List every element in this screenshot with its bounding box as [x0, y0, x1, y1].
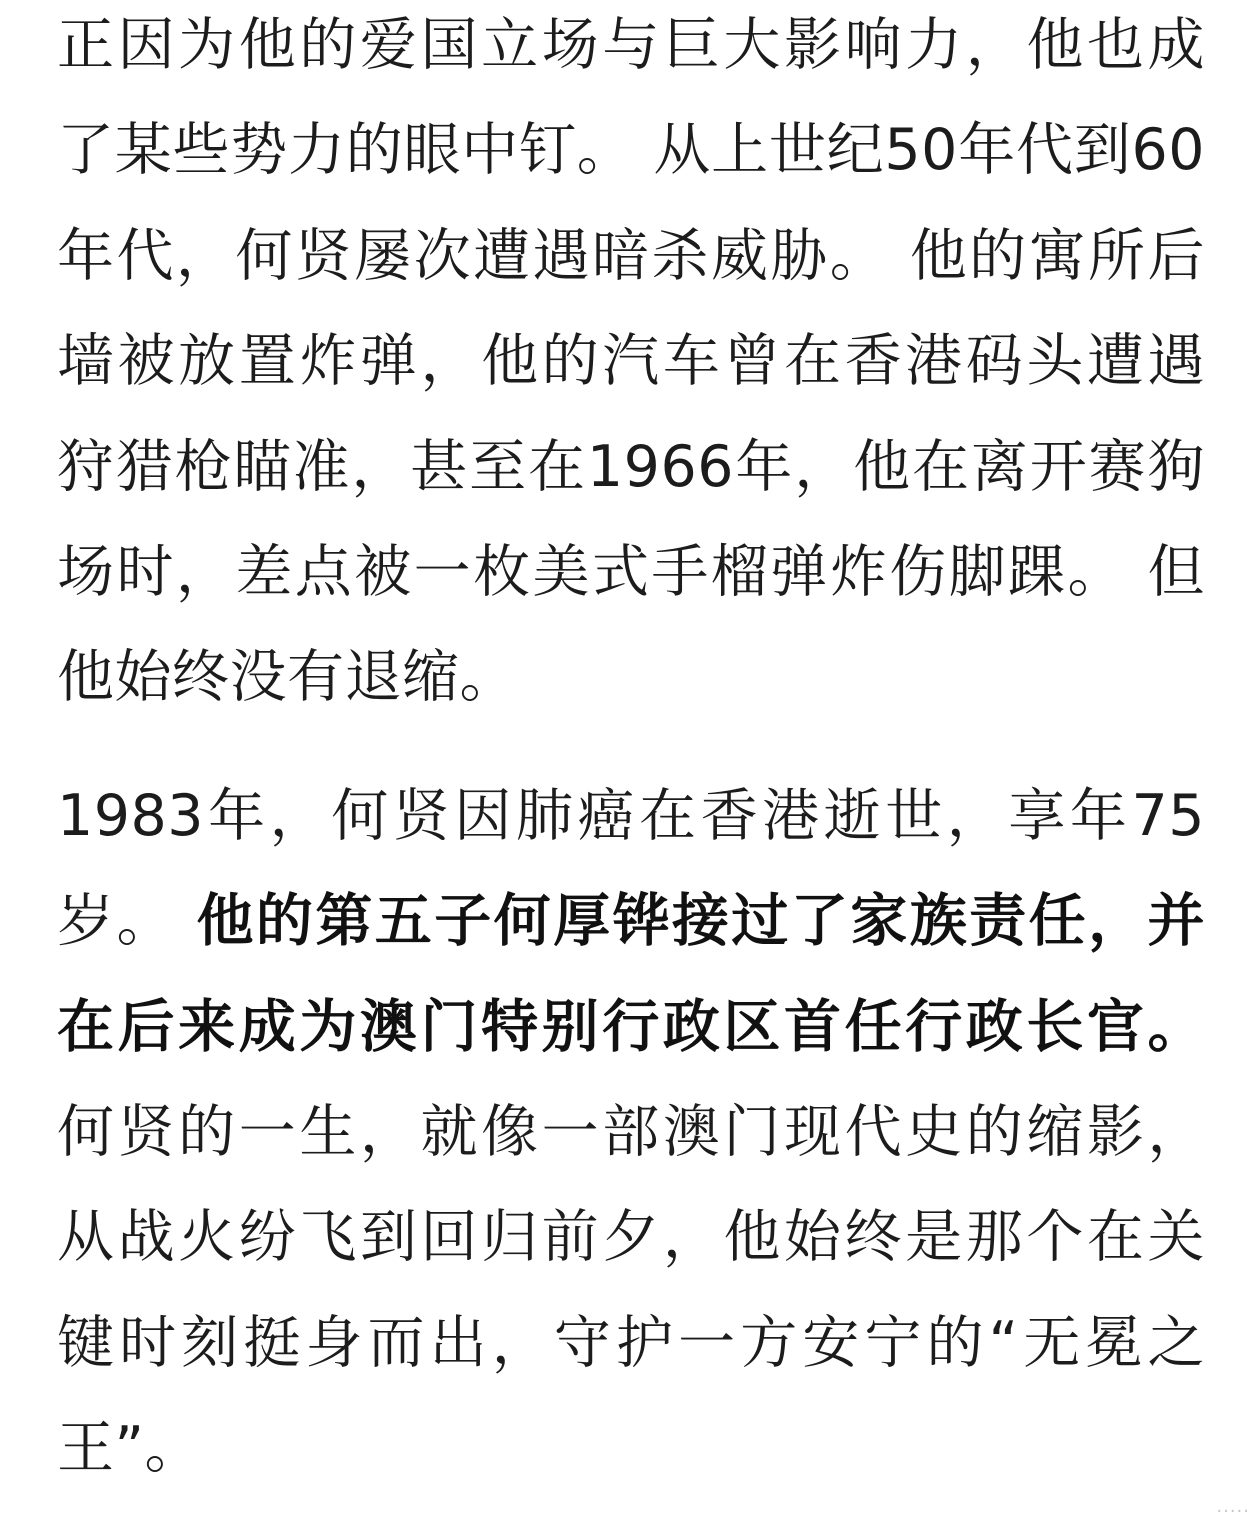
article-body	[57, 0, 1205, 1502]
paragraph-legacy	[57, 764, 1205, 1502]
paragraph-legacy-bold-highlight: 他的第五子何厚铧接过了家族责任，并在后来成为澳门特别行政区首任行政长官。	[57, 888, 1206, 1060]
paragraph-legacy-tail: 何贤的一生，就像一部澳门现代史的缩影，从战火纷飞到回归前夕，他始终是那个在关键时刻挺身而出，守护一方安宁的“无冕之王”。	[57, 1099, 1205, 1482]
paragraph-legacy-lead: 1983年，何贤因肺癌在香港逝世，享年75岁。	[57, 782, 1205, 955]
paragraph-assassination-threats: 正因为他的爱国立场与巨大影响力，他也成了某些势力的眼中钉。 从上世纪50年代到60年代，何贤屡次遭遇暗杀威胁。 他的寓所后墙被放置炸弹，他的汽车曾在香港码头遭遇狩猎枪瞄准，甚至在1966年，他在离开赛狗场时，差点被一枚美式手榴弹炸伤脚踝。 但他始终没有退缩。	[57, 12, 1205, 711]
watermark: ·····	[1216, 1501, 1250, 1522]
